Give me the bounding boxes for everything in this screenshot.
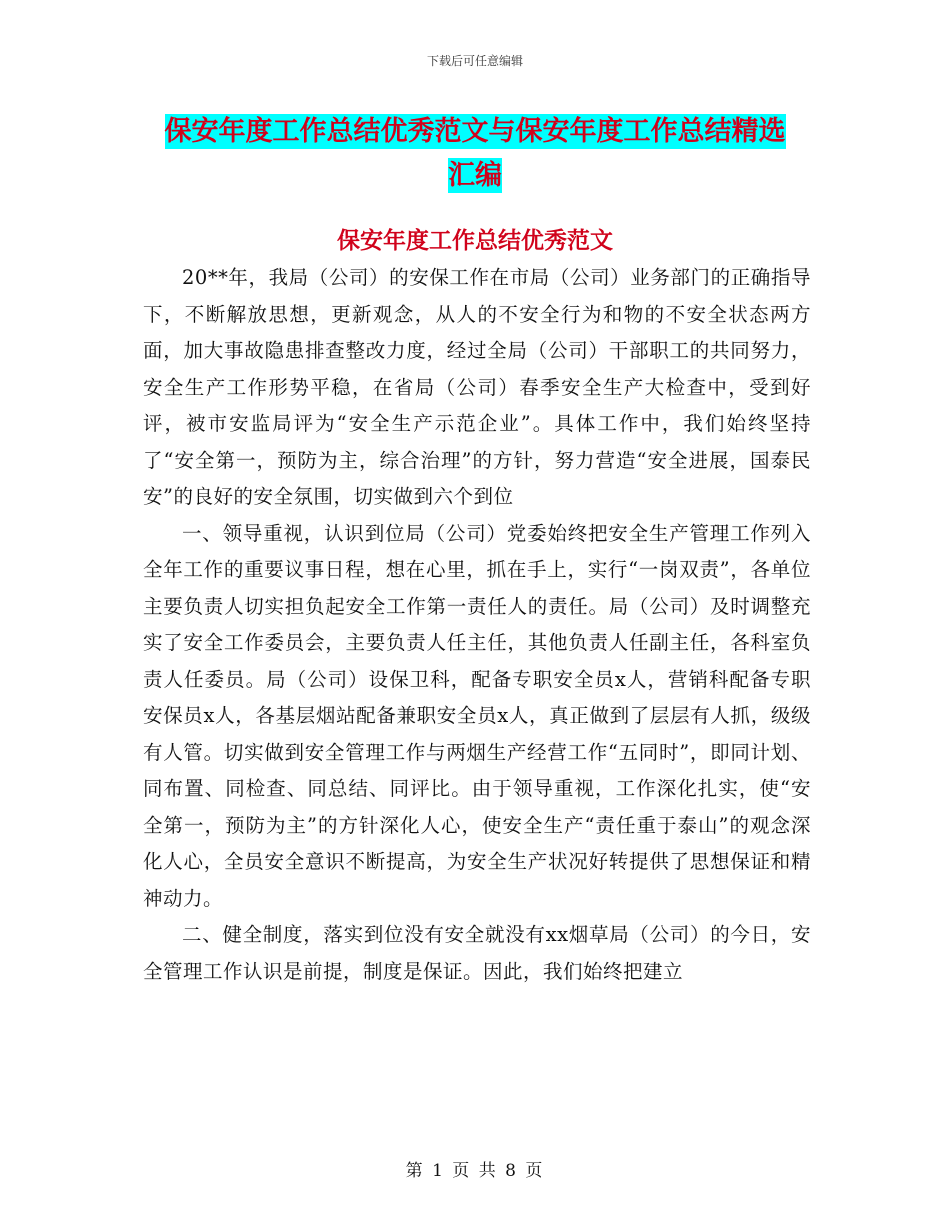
- paragraph-3: 二、健全制度，落实到位没有安全就没有xx烟草局（公司）的今日，安全管理工作认识是前提，制度是保证。因此，我们始终把建立: [143, 923, 811, 983]
- document-title-line1: 保安年度工作总结优秀范文与保安年度工作总结精选: [164, 116, 786, 147]
- paragraph-1: 20**年，我局（公司）的安保工作在市局（公司）业务部门的正确指导下，不断解放思想，更新观念，从人的不安全行为和物的不安全状态两方面，加大事故隐患排查整改力度，经过全局（公司）干部职工的共同努力，安全生产工作形势平稳，在省局（公司）春季安全生产大检查中，受到好评，被市安监局评为“安全生产示范企业”。具体工作中，我们始终坚持了“安全第一，预防为主，综合治理”的方针，努力营造“安全进展，国泰民安”的良好的安全氛围，切实做到六个到位: [143, 266, 811, 508]
- page-header-note: 下载后可任意编辑: [426, 54, 523, 68]
- document-title: [140, 110, 810, 198]
- document-title-line2: 汇编: [448, 160, 502, 191]
- paragraph-2: 一、领导重视，认识到位局（公司）党委始终把安全生产管理工作列入全年工作的重要议事日程，想在心里，抓在手上，实行“一岗双责”，各单位主要负责人切实担负起安全工作第一责任人的责任。局（公司）及时调整充实了安全工作委员会，主要负责人任主任，其他负责人任副主任，各科室负责人任委员。局（公司）设保卫科，配备专职安全员x人，营销科配备专职安保员x人，各基层烟站配备兼职安全员x人，真正做到了层层有人抓，级级有人管。切实做到安全管理工作与两烟生产经营工作“五同时”，即同计划、同布置、同检查、同总结、同评比。由于领导重视，工作深化扎实，使“安全第一，预防为主”的方针深化人心，使安全生产“责任重于泰山”的观念深化人心，全员安全意识不断提高，为安全生产状况好转提供了思想保证和精神动力。: [143, 521, 811, 910]
- page-number: 第 1 页 共 8 页: [405, 1161, 545, 1181]
- section-title: 保安年度工作总结优秀范文: [337, 227, 613, 254]
- document-body: [143, 260, 811, 990]
